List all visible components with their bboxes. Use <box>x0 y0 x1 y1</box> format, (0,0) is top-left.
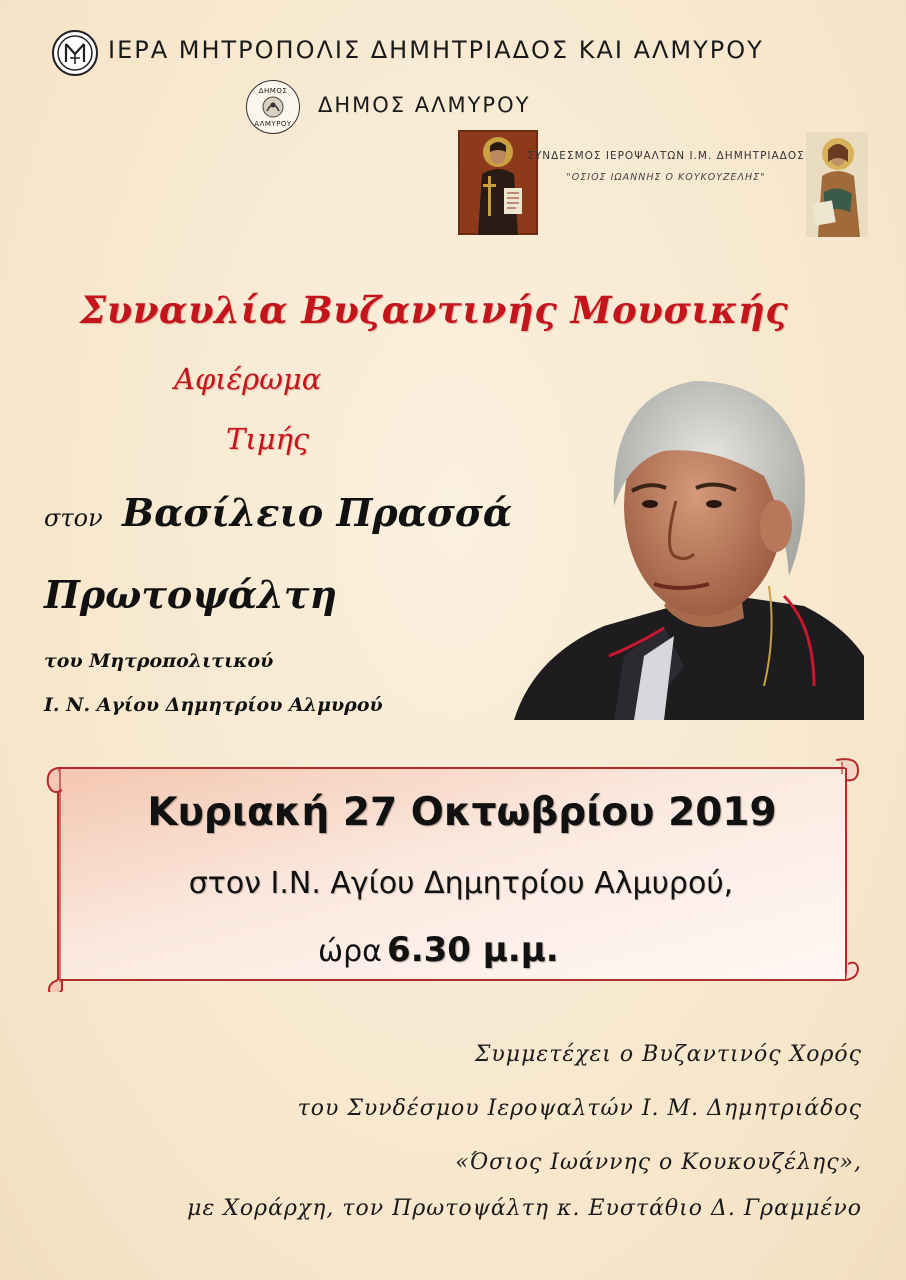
municipality-seal-icon <box>246 80 300 134</box>
honoree-prefix: στον <box>44 504 103 532</box>
seal-text-bottom: ΑΛΜΥΡΟΥ <box>254 120 292 128</box>
event-place: στον Ι.Ν. Αγίου Δημητρίου Αλμυρού, <box>188 866 734 901</box>
metropolis-monogram-icon <box>52 30 98 76</box>
honoree-name: Βασίλειο Πρασσά <box>122 490 513 535</box>
event-time <box>318 930 559 970</box>
event-time-value: 6.30 μ.μ. <box>387 930 559 970</box>
tribute-line-1: Αφιέρωμα <box>174 362 322 396</box>
saint-icon-right <box>806 132 868 237</box>
municipality-name: ΔΗΜΟΣ ΑΛΜΥΡΟΥ <box>318 93 531 117</box>
syndesmos-subtitle: "ΟΣΙΟΣ ΙΩΑΝΝΗΣ Ο ΚΟΥΚΟΥΖΕΛΗΣ" <box>566 172 766 183</box>
seal-text-top: ΔΗΜΟΣ <box>258 87 288 95</box>
event-time-label: ώρα <box>318 934 382 969</box>
honoree-portrait <box>514 356 864 720</box>
footer-line-4: με Χοράρχη, τον Πρωτοψάλτη κ. Ευστάθιο Δ. Γραμμένο <box>187 1196 862 1221</box>
footer-line-2: του Συνδέσμου Ιεροψαλτών Ι. Μ. Δημητριάδος <box>297 1096 862 1121</box>
metropolis-name: ΙΕΡΑ ΜΗΤΡΟΠΟΛΙΣ ΔΗΜΗΤΡΙΑΔΟΣ ΚΑΙ ΑΛΜΥΡΟΥ <box>108 36 764 64</box>
syndesmos-name: ΣΥΝΔΕΣΜΟΣ ΙΕΡΟΨΑΛΤΩΝ Ι.Μ. ΔΗΜΗΤΡΙΑΔΟΣ <box>527 150 805 162</box>
church-line-1: του Μητροπολιτικού <box>44 650 274 672</box>
church-line-2: Ι. Ν. Αγίου Δημητρίου Αλμυρού <box>44 694 383 716</box>
tribute-line-2: Τιμής <box>226 422 310 456</box>
event-date: Κυριακή 27 Οκτωβρίου 2019 <box>147 790 777 835</box>
footer-line-1: Συμμετέχει ο Βυζαντινός Χορός <box>474 1042 862 1067</box>
concert-title: Συναυλία Βυζαντινής Μουσικής <box>80 288 789 332</box>
honoree-role: Πρωτοψάλτη <box>44 572 338 617</box>
footer-line-3: «Όσιος Ιωάννης ο Κουκουζέλης», <box>455 1150 862 1175</box>
